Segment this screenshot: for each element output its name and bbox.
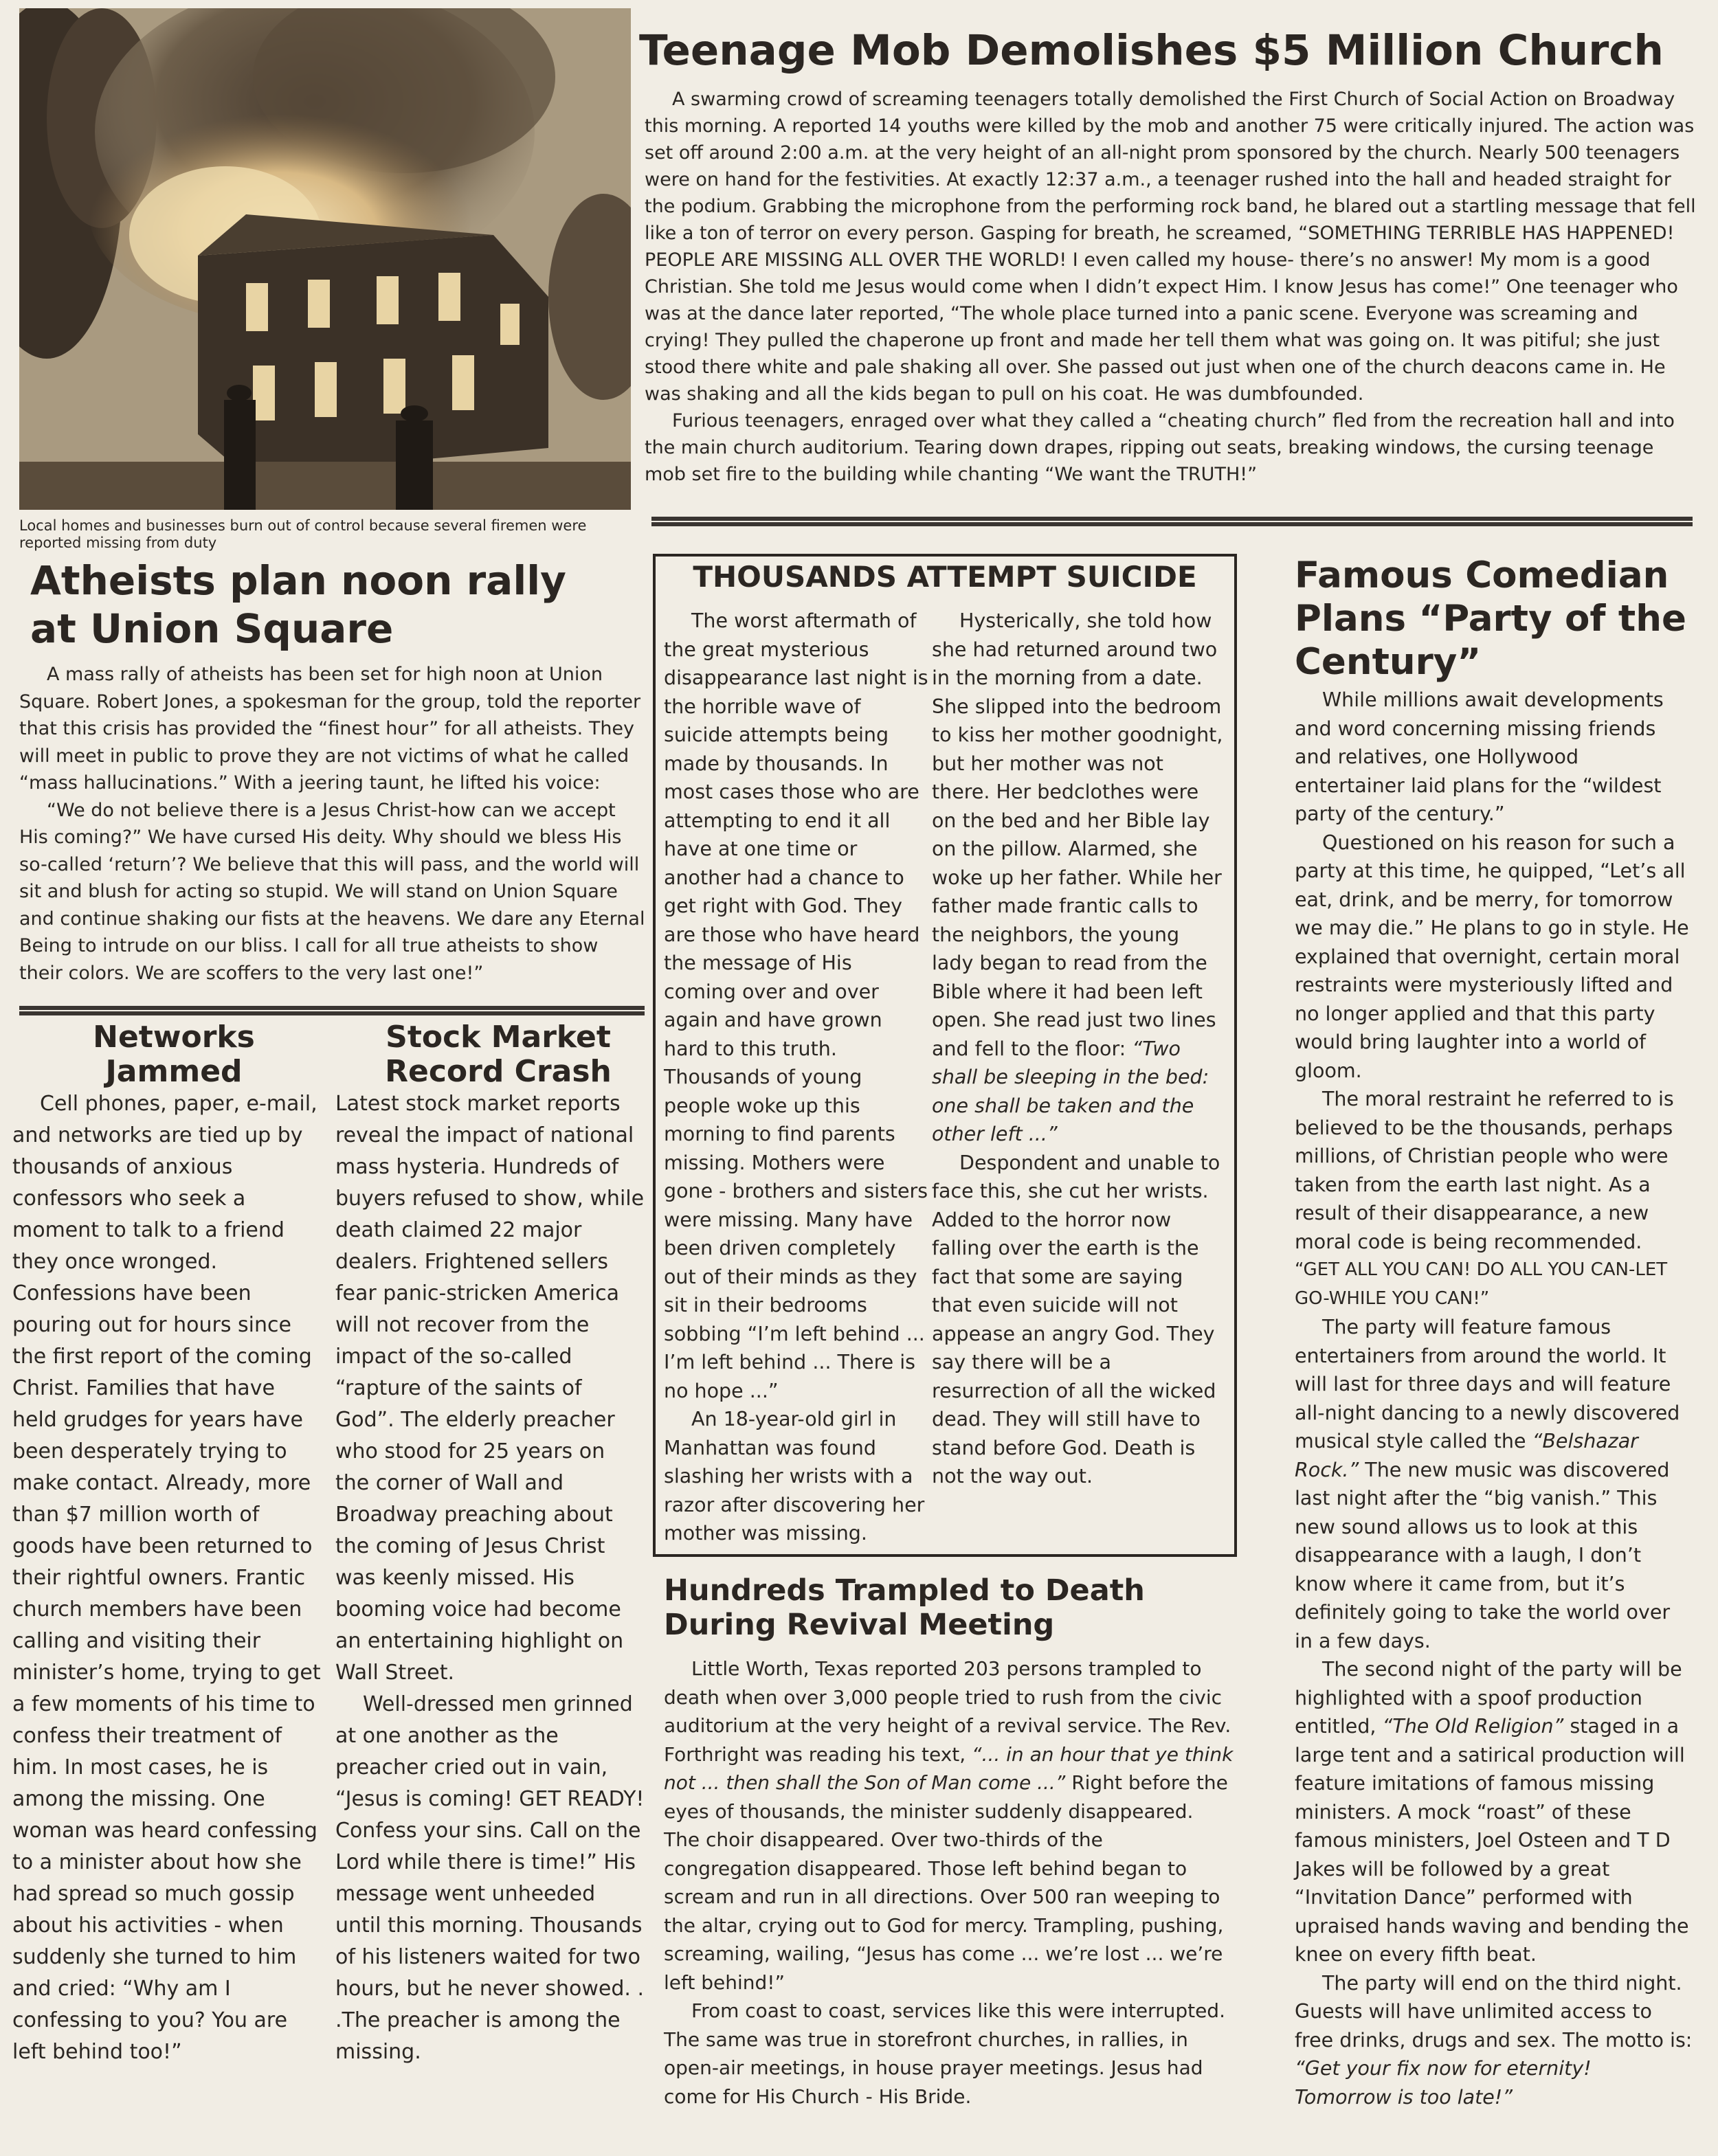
trampled-quote: “... in an hour that ye think not ... then shall the Son of Man come ...”: [664, 1742, 1234, 1794]
main-story-paragraph: Furious teenagers, enraged over what they called a “cheating church” fled from the recreation hall and into the main church auditorium. Tearing down drapes, ripping out seats, breaking windows, the cursing teenage mob set fire to the building while chanting “We want the TRUTH!”: [645, 410, 1675, 485]
comedian-text: The second night of the party will be highlighted with a spoof production entitled,: [1295, 1658, 1682, 1738]
trampled-headline: Hundreds Trampled to Death During Revival Meeting: [664, 1573, 1145, 1642]
atheists-body: [19, 661, 646, 987]
comedian-paragraph: The party will end on the third night. Guests will have unlimited access to free drinks, drugs and sex. The motto is:: [1295, 1971, 1693, 2052]
trampled-text: Little Worth, Texas reported 203 persons trampled to death when over 3,000 people tried to rush from the civic auditorium at the very height of a revival service. The Rev. Forthright was reading his text,: [664, 1657, 1231, 1766]
comedian-paragraph: While millions await developments and word concerning missing friends and relatives, one Hollywood entertainer laid plans for the “wildest party of the century.”: [1295, 688, 1664, 825]
suicide-column-1: [664, 607, 929, 1548]
comedian-paragraph: [1295, 1313, 1693, 1655]
comedian-paragraph: Questioned on his reason for such a party at this time, he quipped, “Let’s all eat, drink, and be merry, for tomorrow we may die.” He plans to go in style. He explained that overnight, certain moral restraints were mysteriously lifted and no longer applied and that this party would bring laughter into a world of gloom.: [1295, 831, 1689, 1082]
networks-headline: Networks Jammed: [93, 1020, 255, 1089]
suicide-text: Hysterically, she told how she had returned around two in the morning from a date. She slipped into the bedroom to kiss her mother goodnight, but her mother was not there. Her bedclothes were on the bed and her Bible lay on the pillow. Alarmed, she woke up her father. While her father made frantic calls to the neighbors, the young lady began to read from the Bible where it had been left open. She read just two lines and fell to the floor:: [932, 609, 1223, 1060]
comedian-text: The party will feature famous entertainers from around the world. It will last for three days and will feature all-night dancing to a newly discovered musical style called the: [1295, 1316, 1680, 1452]
suicide-paragraph: [932, 607, 1226, 1149]
comedian-motto-caps: “GET ALL YOU CAN! DO ALL YOU CAN-LET GO-WHILE YOU CAN!”: [1295, 1259, 1668, 1309]
atheists-paragraph: “We do not believe there is a Jesus Christ-how can we accept His coming?” We have cursed His deity. Why should we bless His so-called ‘return’? We believe that this will pass, and the world will sit and blush for acting so stupid. We will stand on Union Square and continue shaking our fists at the heavens. We dare any Eternal Being to intrude on our bliss. I call for all true atheists to show their colors. We are scoffers to the very last one!”: [19, 799, 645, 984]
comedian-paragraph: The moral restraint he referred to is believed to be the thousands, perhaps millions, of Christian people who were taken from the earth last night. As a result of their disappearance, a new moral code is being recommended.: [1295, 1088, 1674, 1253]
trampled-text: Right before the eyes of thousands, the minister suddenly disappeared. The choir disappeared. Over two-thirds of the congregation disappeared. Those left behind began to scream and run in all directions. Over 500 ran weeping to the altar, crying out to God for mercy. Trampling, pushing, screaming, wailing, “Jesus has come ... we’re lost ... we’re left behind!”: [664, 1771, 1228, 1994]
section-divider: [651, 517, 1693, 526]
networks-paragraph: Cell phones, paper, e-mail, and networks are tied up by thousands of anxious confessors who seek a moment to talk to a friend they once wronged. Confessions have been pouring out for hours since the first report of the coming Christ. Families that have held grudges for years have been desperately trying to make contact. Already, more than $7 million worth of goods have been returned to their rightful owners. Frantic church members have been calling and visiting their minister’s home, trying to get a few moments of his time to confess their treatment of him. In most cases, he is among the missing. One woman was heard confessing to a minister about how she had spread so much gossip about his activities - when suddenly she turned to him and cried: “Why am I confessing to you? You are left behind too!”: [12, 1092, 321, 2064]
trampled-body: [664, 1654, 1234, 2111]
comedian-italic: “The Old Religion”: [1382, 1715, 1564, 1738]
main-story-body: [645, 86, 1696, 488]
comedian-closing-motto: [1295, 2054, 1693, 2111]
stock-body: [335, 1088, 645, 2068]
suicide-paragraph: An 18-year-old girl in Manhattan was found slashing her wrists with a razor after discovering her mother was missing.: [664, 1408, 925, 1545]
main-headline: Teenage Mob Demolishes $5 Million Church: [639, 26, 1664, 75]
trampled-paragraph: From coast to coast, services like this were interrupted. The same was true in storefront churches, in rallies, in open-air meetings, in house prayer meetings. Jesus had come for His Church - His Bride.: [664, 1999, 1225, 2108]
suicide-bible-quote: “Two shall be sleeping in the bed: one shall be taken and the other left ...”: [932, 1037, 1209, 1145]
comedian-italic: “Belshazar Rock.”: [1295, 1430, 1638, 1481]
atheists-paragraph: A mass rally of atheists has been set for high noon at Union Square. Robert Jones, a spokesman for the group, told the reporter that this crisis has provided the “finest hour” for all atheists. They will meet in public to prove they are not victims of what he called “mass hallucinations.” With a jeering taunt, he lifted his voice:: [19, 664, 641, 794]
trampled-paragraph: [664, 1654, 1234, 1997]
stock-headline: Stock Market Record Crash: [385, 1020, 612, 1089]
suicide-headline: THOUSANDS ATTEMPT SUICIDE: [693, 560, 1197, 594]
comedian-text: staged in a large tent and a satirical production will feature imitations of famous missing ministers. A mock “roast” of these famous ministers, Joel Osteen and T D Jakes will be followed by a great “Invitation Dance” performed with upraised hands waving and bending the knee on every fifth beat.: [1295, 1715, 1689, 1966]
main-story-paragraph: A swarming crowd of screaming teenagers totally demolished the First Church of Social Action on Broadway this morning. A reported 14 youths were killed by the mob and another 75 were critically injured. The action was set off around 2:00 a.m. at the very height of an all-night prom sponsored by the church. Nearly 500 teenagers were on hand for the festivities. At exactly 12:37 a.m., a teenager rushed into the hall and headed straight for the podium. Grabbing the microphone from the performing rock band, he blared out a startling message that fell like a ton of terror on every person. Gasping for breath, he screamed, “SOMETHING TERRIBLE HAS HAPPENED! PEOPLE ARE MISSING ALL OVER THE WORLD! I even called my house- there’s no answer! My mom is a good Christian. She told me Jesus would come when I didn’t expect Him. I know Jesus has come!” One teenager who was at the dance later reported, “The whole place turned into a panic scene. Everyone was screaming and crying! They pulled the chaperone up front and made her tell them what was going on. It was pitiful; she just stood there white and pale shaking all over. She passed out just when one of the church deacons came in. He was shaking and all the kids began to pull on his coat. He was dumbfounded.: [645, 89, 1696, 405]
networks-body: [12, 1088, 323, 2068]
burning-house-photo: [19, 8, 631, 510]
comedian-headline: Famous Comedian Plans “Party of the Century”: [1295, 554, 1686, 683]
stock-paragraph: Well-dressed men grinned at one another as the preacher cried out in vain, “Jesus is coming! GET READY! Confess your sins. Call on the Lord while there is time!” His message went unheeded until this morning. Thousands of his listeners waited for two hours, but he never showed. . .The preacher is among the missing.: [335, 1692, 645, 2064]
suicide-column-2: [932, 607, 1226, 1491]
photo-caption: Local homes and businesses burn out of control because several firemen were reported missing from duty: [19, 517, 587, 551]
suicide-paragraph: The worst aftermath of the great mysterious disappearance last night is the horrible wave of suicide attempts being made by thousands. In most cases those who are attempting to end it all have at one time or another had a chance to get right with God. They are those who have heard the message of His coming over and over again and have grown hard to this truth. Thousands of young people woke up this morning to find parents missing. Mothers were gone - brothers and sisters were missing. Many have been driven completely out of their minds as they sit in their bedrooms sobbing “I’m left behind ... I’m left behind ... There is no hope ...”: [664, 609, 928, 1402]
stock-paragraph: Latest stock market reports reveal the impact of national mass hysteria. Hundreds of buyers refused to show, while death claimed 22 major dealers. Frightened sellers fear panic-stricken America will not recover from the impact of the so-called “rapture of the saints of God”. The elderly preacher who stood for 25 years on the corner of Wall and Broadway preaching about the coming of Jesus Christ was keenly missed. His booming voice had become an entertaining highlight on Wall Street.: [335, 1092, 645, 1685]
suicide-paragraph: Despondent and unable to face this, she cut her wrists. Added to the horror now falling over the earth is the fact that some are saying that even suicide will not appease an angry God. They say there will be a resurrection of all the wicked dead. They will still have to stand before God. Death is not the way out.: [932, 1151, 1220, 1487]
comedian-body: [1295, 686, 1693, 2111]
comedian-italic: “Get your fix now for eternity! Tomorrow is too late!”: [1295, 2057, 1592, 2109]
section-divider: [19, 1006, 645, 1015]
comedian-text: The new music was discovered last night after the “big vanish.” This new sound allows us to look at this disappearance with a laugh, I don’t know where it came from, but it’s definitely going to take the world over in a few days.: [1295, 1458, 1671, 1652]
comedian-paragraph: [1295, 1655, 1693, 1969]
burning-house-illustration: [19, 8, 631, 510]
atheists-headline: Atheists plan noon rally at Union Square: [30, 557, 566, 652]
